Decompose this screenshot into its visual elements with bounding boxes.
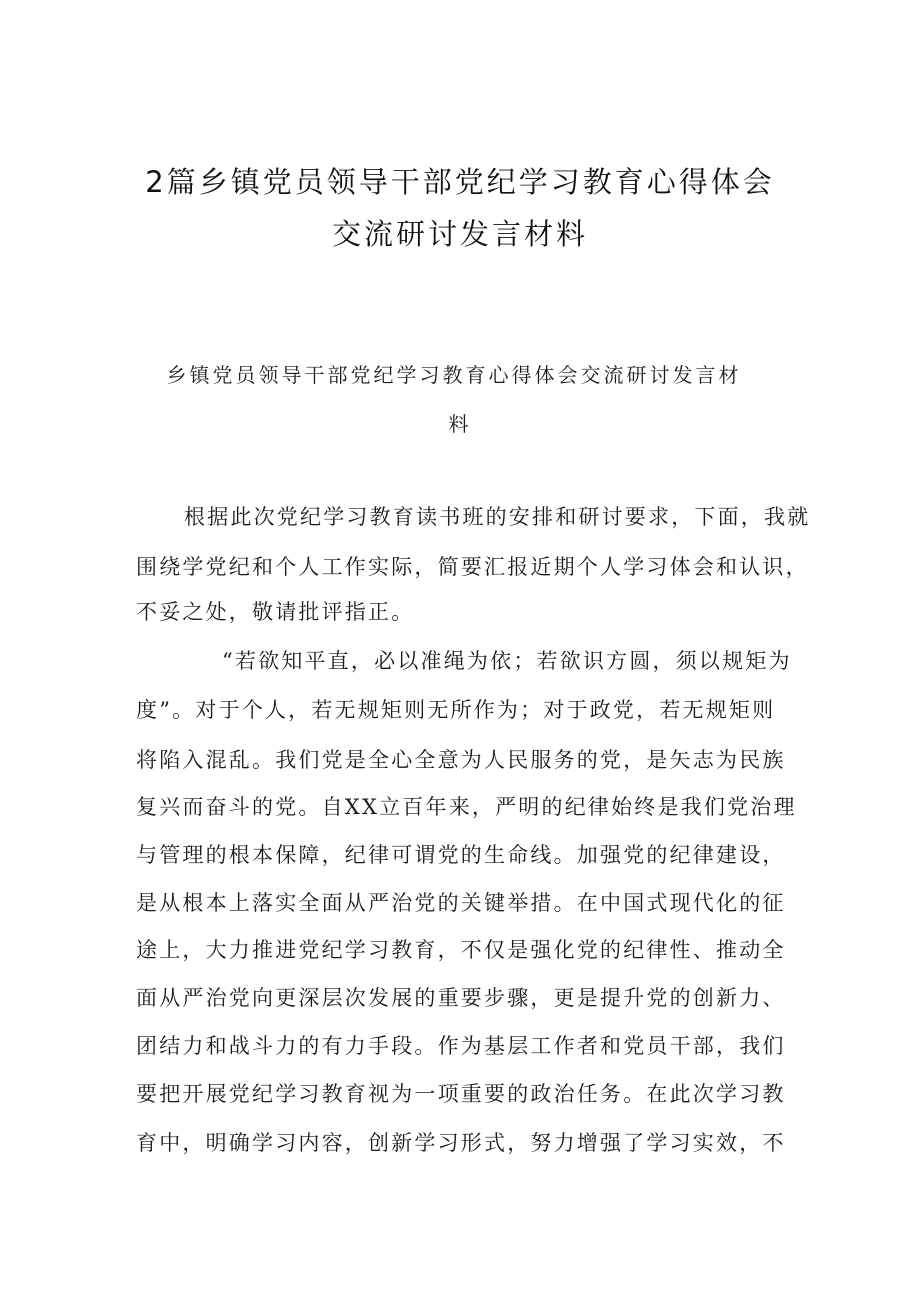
paragraph-2-line-10: 要把开展党纪学习教育视为一项重要的政治任务。在此次学习教 (136, 1082, 786, 1106)
paragraph-1-line-1: 根据此次党纪学习教育读书班的安排和研讨要求，下面，我就 (184, 505, 811, 529)
document-title-line-1: 2篇乡镇党员领导干部党纪学习教育心得体会 (145, 165, 775, 199)
paragraph-2-line-4: 复兴而奋斗的党。自XX立百年来，严明的纪律始终是我们党治理 (136, 795, 797, 819)
paragraph-1-line-3: 不妥之处，敬请批评指正。 (136, 600, 415, 624)
paragraph-1-line-2: 围绕学党纪和个人工作实际，简要汇报近期个人学习体会和认识， (136, 555, 809, 579)
paragraph-2-line-7: 途上，大力推进党纪学习教育，不仅是强化党的纪律性、推动全 (136, 938, 786, 962)
paragraph-2-line-5: 与管理的根本保障，纪律可谓党的生命线。加强党的纪律建设， (136, 843, 786, 867)
document-title-line-2: 交流研讨发言材料 (331, 217, 588, 251)
paragraph-2-line-6: 是从根本上落实全面从严治党的关键举措。在中国式现代化的征 (136, 891, 786, 915)
paragraph-2-line-2: 度”。对于个人，若无规矩则无所作为；对于政党，若无规矩则 (136, 698, 776, 722)
paragraph-2-line-11: 育中，明确学习内容，创新学习形式，努力增强了学习实效，不 (136, 1131, 786, 1155)
paragraph-2-line-9: 团结力和战斗力的有力手段。作为基层工作者和党员干部，我们 (136, 1034, 786, 1058)
paragraph-2-line-1: “若欲知平直，必以准绳为依；若欲识方圆，须以规矩为 (222, 649, 792, 673)
paragraph-2-line-8: 面从严治党向更深层次发展的重要步骤，更是提升党的创新力、 (136, 986, 786, 1010)
section-heading-line-1: 乡镇党员领导干部党纪学习教育心得体会交流研讨发言材 (166, 363, 742, 387)
section-heading-line-2: 料 (448, 412, 472, 436)
paragraph-2-line-3: 将陷入混乱。我们党是全心全意为人民服务的党，是矢志为民族 (136, 748, 786, 772)
